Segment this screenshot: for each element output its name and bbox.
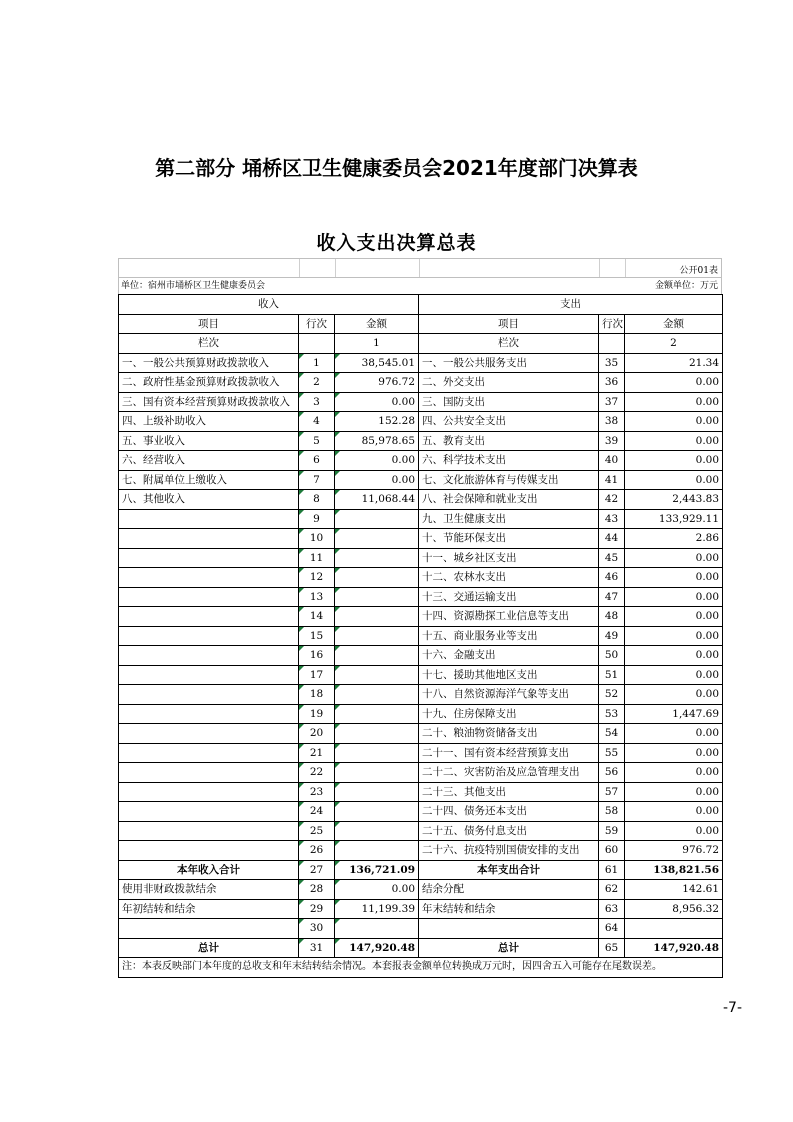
expense-item: 十三、交通运输支出 xyxy=(419,587,599,607)
income-row-number: 24 xyxy=(299,802,335,822)
expense-row-number: 58 xyxy=(599,802,625,822)
income-item xyxy=(119,665,299,685)
income-item xyxy=(119,509,299,529)
expense-amount: 0.00 xyxy=(625,568,723,588)
income-item: 七、附属单位上缴收入 xyxy=(119,470,299,490)
expense-amount: 0.00 xyxy=(625,724,723,744)
expense-amount: 1,447.69 xyxy=(625,704,723,724)
income-amount: 0.00 xyxy=(335,451,419,471)
expense-row-number: 43 xyxy=(599,509,625,529)
table-row xyxy=(119,704,723,724)
income-row-number: 3 xyxy=(299,392,335,412)
expense-amount: 0.00 xyxy=(625,802,723,822)
total-row xyxy=(119,938,723,958)
expense-amount: 976.72 xyxy=(625,841,723,861)
income-amount xyxy=(335,509,419,529)
table-row xyxy=(119,353,723,373)
income-row-number: 5 xyxy=(299,431,335,451)
income-amount xyxy=(335,685,419,705)
income-item xyxy=(119,782,299,802)
income-item xyxy=(119,626,299,646)
expense-amount: 21.34 xyxy=(625,353,723,373)
table-row xyxy=(119,665,723,685)
table-row xyxy=(119,568,723,588)
income-item xyxy=(119,841,299,861)
table-row xyxy=(119,392,723,412)
budget-table-frame xyxy=(118,258,722,978)
expense-amount: 0.00 xyxy=(625,782,723,802)
expense-item: 总计 xyxy=(419,938,599,958)
expense-amount: 0.00 xyxy=(625,821,723,841)
income-item xyxy=(119,548,299,568)
empty-cell xyxy=(299,334,335,354)
income-item xyxy=(119,802,299,822)
income-row-number: 23 xyxy=(299,782,335,802)
income-amount xyxy=(335,548,419,568)
table-row xyxy=(119,451,723,471)
table-title: 收入支出决算总表 xyxy=(316,232,477,254)
expense-row-number: 57 xyxy=(599,782,625,802)
column-header-row xyxy=(119,314,723,334)
expense-item-header: 项目 xyxy=(419,314,599,334)
expense-row-number: 63 xyxy=(599,899,625,919)
income-amount xyxy=(335,646,419,666)
expense-row-number: 39 xyxy=(599,431,625,451)
expense-item: 十七、援助其他地区支出 xyxy=(419,665,599,685)
expense-item: 本年支出合计 xyxy=(419,860,599,880)
income-amount: 85,978.65 xyxy=(335,431,419,451)
income-amount-header: 金额 xyxy=(335,314,419,334)
table-note: 注：本表反映部门本年度的总收支和年末结转结余情况。本套报表金额单位转换成万元时，因四舍五入可能存在尾数误差。 xyxy=(119,958,723,978)
expense-row-number: 46 xyxy=(599,568,625,588)
expense-amount: 0.00 xyxy=(625,451,723,471)
table-row xyxy=(119,743,723,763)
table-row xyxy=(119,626,723,646)
expense-row-number: 64 xyxy=(599,919,625,939)
section-header-row xyxy=(119,295,723,315)
expense-item: 十二、农林水支出 xyxy=(419,568,599,588)
unit-label: 单位：宿州市埇桥区卫生健康委员会 xyxy=(121,281,266,291)
expense-amount: 0.00 xyxy=(625,431,723,451)
income-amount: 147,920.48 xyxy=(335,938,419,958)
expense-item: 九、卫生健康支出 xyxy=(419,509,599,529)
income-row-number: 26 xyxy=(299,841,335,861)
empty-cell xyxy=(599,334,625,354)
income-row-number: 15 xyxy=(299,626,335,646)
expense-row-number: 55 xyxy=(599,743,625,763)
expense-item: 八、社会保障和就业支出 xyxy=(419,490,599,510)
expense-item: 二十、粮油物资储备支出 xyxy=(419,724,599,744)
expense-item: 七、文化旅游体育与传媒支出 xyxy=(419,470,599,490)
income-amount: 136,721.09 xyxy=(335,860,419,880)
table-row xyxy=(119,802,723,822)
income-item xyxy=(119,724,299,744)
expense-row-number: 40 xyxy=(599,451,625,471)
total-row xyxy=(119,860,723,880)
expense-item: 二十二、灾害防治及应急管理支出 xyxy=(419,763,599,783)
expense-amount: 0.00 xyxy=(625,665,723,685)
expense-item: 二十三、其他支出 xyxy=(419,782,599,802)
income-amount xyxy=(335,821,419,841)
expense-row-number: 54 xyxy=(599,724,625,744)
income-row-number: 29 xyxy=(299,899,335,919)
expense-item: 一、一般公共服务支出 xyxy=(419,353,599,373)
table-row xyxy=(119,509,723,529)
expense-row-number: 60 xyxy=(599,841,625,861)
expense-row-number: 59 xyxy=(599,821,625,841)
expense-amount: 0.00 xyxy=(625,470,723,490)
income-amount: 38,545.01 xyxy=(335,353,419,373)
income-row-number: 10 xyxy=(299,529,335,549)
income-amount xyxy=(335,704,419,724)
income-amount xyxy=(335,724,419,744)
expense-item: 四、公共安全支出 xyxy=(419,412,599,432)
table-row xyxy=(119,724,723,744)
income-item xyxy=(119,607,299,627)
expense-item: 二十六、抗疫特别国债安排的支出 xyxy=(419,841,599,861)
income-item: 五、事业收入 xyxy=(119,431,299,451)
income-row-number: 19 xyxy=(299,704,335,724)
table-row xyxy=(119,529,723,549)
income-item: 年初结转和结余 xyxy=(119,899,299,919)
table-row xyxy=(119,821,723,841)
form-tag-row xyxy=(118,258,722,277)
expense-row-number: 50 xyxy=(599,646,625,666)
income-col-number: 1 xyxy=(335,334,419,354)
expense-row-number: 44 xyxy=(599,529,625,549)
table-body xyxy=(119,353,723,860)
income-amount xyxy=(335,568,419,588)
note-row xyxy=(119,958,723,978)
expense-item: 十、节能环保支出 xyxy=(419,529,599,549)
income-amount: 0.00 xyxy=(335,470,419,490)
income-amount: 0.00 xyxy=(335,880,419,900)
expense-amount: 2,443.83 xyxy=(625,490,723,510)
column-order-row xyxy=(119,334,723,354)
expense-row-number: 52 xyxy=(599,685,625,705)
income-item: 三、国有资本经营预算财政拨款收入 xyxy=(119,392,299,412)
income-row-number: 28 xyxy=(299,880,335,900)
table-row xyxy=(119,685,723,705)
expense-item: 二十一、国有资本经营预算支出 xyxy=(419,743,599,763)
expense-row-number: 48 xyxy=(599,607,625,627)
table-totals xyxy=(119,860,723,958)
income-row-number: 11 xyxy=(299,548,335,568)
expense-row-number: 45 xyxy=(599,548,625,568)
income-row-number: 12 xyxy=(299,568,335,588)
expense-item: 结余分配 xyxy=(419,880,599,900)
expense-row-number: 53 xyxy=(599,704,625,724)
income-row-number: 7 xyxy=(299,470,335,490)
income-amount: 976.72 xyxy=(335,373,419,393)
expense-amount: 0.00 xyxy=(625,373,723,393)
income-row-number: 18 xyxy=(299,685,335,705)
income-amount xyxy=(335,802,419,822)
income-expense-table xyxy=(118,294,723,978)
income-item xyxy=(119,919,299,939)
expense-item: 五、教育支出 xyxy=(419,431,599,451)
expense-rowno-header: 行次 xyxy=(599,314,625,334)
expense-row-number: 42 xyxy=(599,490,625,510)
table-row xyxy=(119,607,723,627)
table-row xyxy=(119,373,723,393)
expense-item: 十六、金融支出 xyxy=(419,646,599,666)
table-row xyxy=(119,782,723,802)
income-amount xyxy=(335,782,419,802)
income-amount xyxy=(335,587,419,607)
income-row-number: 14 xyxy=(299,607,335,627)
income-row-number: 6 xyxy=(299,451,335,471)
income-row-number: 13 xyxy=(299,587,335,607)
income-amount xyxy=(335,743,419,763)
expense-item: 六、科学技术支出 xyxy=(419,451,599,471)
expense-item: 十九、住房保障支出 xyxy=(419,704,599,724)
expense-amount: 147,920.48 xyxy=(625,938,723,958)
income-amount: 11,199.39 xyxy=(335,899,419,919)
income-amount xyxy=(335,665,419,685)
income-amount xyxy=(335,529,419,549)
expense-row-number: 56 xyxy=(599,763,625,783)
page-number: -7- xyxy=(723,1000,743,1016)
income-header: 收入 xyxy=(119,295,419,315)
form-tag: 公开01表 xyxy=(679,266,718,276)
income-amount xyxy=(335,607,419,627)
expense-amount: 142.61 xyxy=(625,880,723,900)
income-rowno-header: 行次 xyxy=(299,314,335,334)
income-item xyxy=(119,743,299,763)
expense-row-number: 41 xyxy=(599,470,625,490)
total-row xyxy=(119,880,723,900)
expense-amount xyxy=(625,919,723,939)
income-item: 八、其他收入 xyxy=(119,490,299,510)
table-row xyxy=(119,841,723,861)
expense-row-number: 61 xyxy=(599,860,625,880)
expense-row-number: 47 xyxy=(599,587,625,607)
expense-col-number: 2 xyxy=(625,334,723,354)
income-item xyxy=(119,529,299,549)
expense-amount: 133,929.11 xyxy=(625,509,723,529)
expense-amount: 2.86 xyxy=(625,529,723,549)
expense-item xyxy=(419,919,599,939)
income-amount: 0.00 xyxy=(335,392,419,412)
income-item xyxy=(119,704,299,724)
income-item xyxy=(119,568,299,588)
expense-row-number: 38 xyxy=(599,412,625,432)
income-item: 六、经营收入 xyxy=(119,451,299,471)
table-row xyxy=(119,490,723,510)
expense-column-order: 栏次 xyxy=(419,334,599,354)
income-row-number: 21 xyxy=(299,743,335,763)
expense-item: 二、外交支出 xyxy=(419,373,599,393)
total-row xyxy=(119,919,723,939)
expense-item: 十四、资源勘探工业信息等支出 xyxy=(419,607,599,627)
income-row-number: 2 xyxy=(299,373,335,393)
expense-item: 二十五、债务付息支出 xyxy=(419,821,599,841)
income-row-number: 9 xyxy=(299,509,335,529)
income-row-number: 31 xyxy=(299,938,335,958)
expense-amount: 0.00 xyxy=(625,548,723,568)
expense-item: 三、国防支出 xyxy=(419,392,599,412)
amount-unit: 金额单位：万元 xyxy=(654,281,718,291)
income-amount: 11,068.44 xyxy=(335,490,419,510)
table-row xyxy=(119,548,723,568)
income-amount xyxy=(335,919,419,939)
income-item: 总计 xyxy=(119,938,299,958)
table-row xyxy=(119,470,723,490)
income-column-order: 栏次 xyxy=(119,334,299,354)
expense-item: 十一、城乡社区支出 xyxy=(419,548,599,568)
income-row-number: 8 xyxy=(299,490,335,510)
total-row xyxy=(119,899,723,919)
expense-amount: 0.00 xyxy=(625,646,723,666)
income-item xyxy=(119,646,299,666)
income-item: 四、上级补助收入 xyxy=(119,412,299,432)
part-title: 第二部分 埇桥区卫生健康委员会2021年度部门决算表 xyxy=(155,156,638,180)
income-row-number: 27 xyxy=(299,860,335,880)
expense-amount: 0.00 xyxy=(625,743,723,763)
expense-row-number: 49 xyxy=(599,626,625,646)
income-row-number: 20 xyxy=(299,724,335,744)
expense-amount-header: 金额 xyxy=(625,314,723,334)
income-item xyxy=(119,763,299,783)
income-row-number: 1 xyxy=(299,353,335,373)
table-row xyxy=(119,431,723,451)
income-amount xyxy=(335,763,419,783)
income-row-number: 4 xyxy=(299,412,335,432)
income-item: 本年收入合计 xyxy=(119,860,299,880)
expense-header: 支出 xyxy=(419,295,723,315)
income-row-number: 17 xyxy=(299,665,335,685)
income-item: 使用非财政拨款结余 xyxy=(119,880,299,900)
unit-row xyxy=(118,277,722,294)
expense-row-number: 62 xyxy=(599,880,625,900)
expense-item: 年末结转和结余 xyxy=(419,899,599,919)
expense-amount: 0.00 xyxy=(625,607,723,627)
income-item: 一、一般公共预算财政拨款收入 xyxy=(119,353,299,373)
income-item xyxy=(119,587,299,607)
income-item-header: 项目 xyxy=(119,314,299,334)
income-item xyxy=(119,685,299,705)
table-row xyxy=(119,587,723,607)
expense-amount: 8,956.32 xyxy=(625,899,723,919)
expense-item: 十五、商业服务业等支出 xyxy=(419,626,599,646)
income-item: 二、政府性基金预算财政拨款收入 xyxy=(119,373,299,393)
table-row xyxy=(119,763,723,783)
expense-amount: 0.00 xyxy=(625,626,723,646)
table-row xyxy=(119,412,723,432)
income-row-number: 16 xyxy=(299,646,335,666)
income-row-number: 25 xyxy=(299,821,335,841)
expense-row-number: 37 xyxy=(599,392,625,412)
income-amount xyxy=(335,841,419,861)
income-item xyxy=(119,821,299,841)
expense-amount: 0.00 xyxy=(625,392,723,412)
table-row xyxy=(119,646,723,666)
expense-amount: 0.00 xyxy=(625,685,723,705)
expense-row-number: 51 xyxy=(599,665,625,685)
expense-amount: 0.00 xyxy=(625,587,723,607)
expense-row-number: 65 xyxy=(599,938,625,958)
income-amount xyxy=(335,626,419,646)
expense-amount: 0.00 xyxy=(625,412,723,432)
income-row-number: 22 xyxy=(299,763,335,783)
expense-amount: 0.00 xyxy=(625,763,723,783)
income-amount: 152.28 xyxy=(335,412,419,432)
expense-row-number: 35 xyxy=(599,353,625,373)
expense-row-number: 36 xyxy=(599,373,625,393)
expense-amount: 138,821.56 xyxy=(625,860,723,880)
expense-item: 十八、自然资源海洋气象等支出 xyxy=(419,685,599,705)
expense-item: 二十四、债务还本支出 xyxy=(419,802,599,822)
income-row-number: 30 xyxy=(299,919,335,939)
